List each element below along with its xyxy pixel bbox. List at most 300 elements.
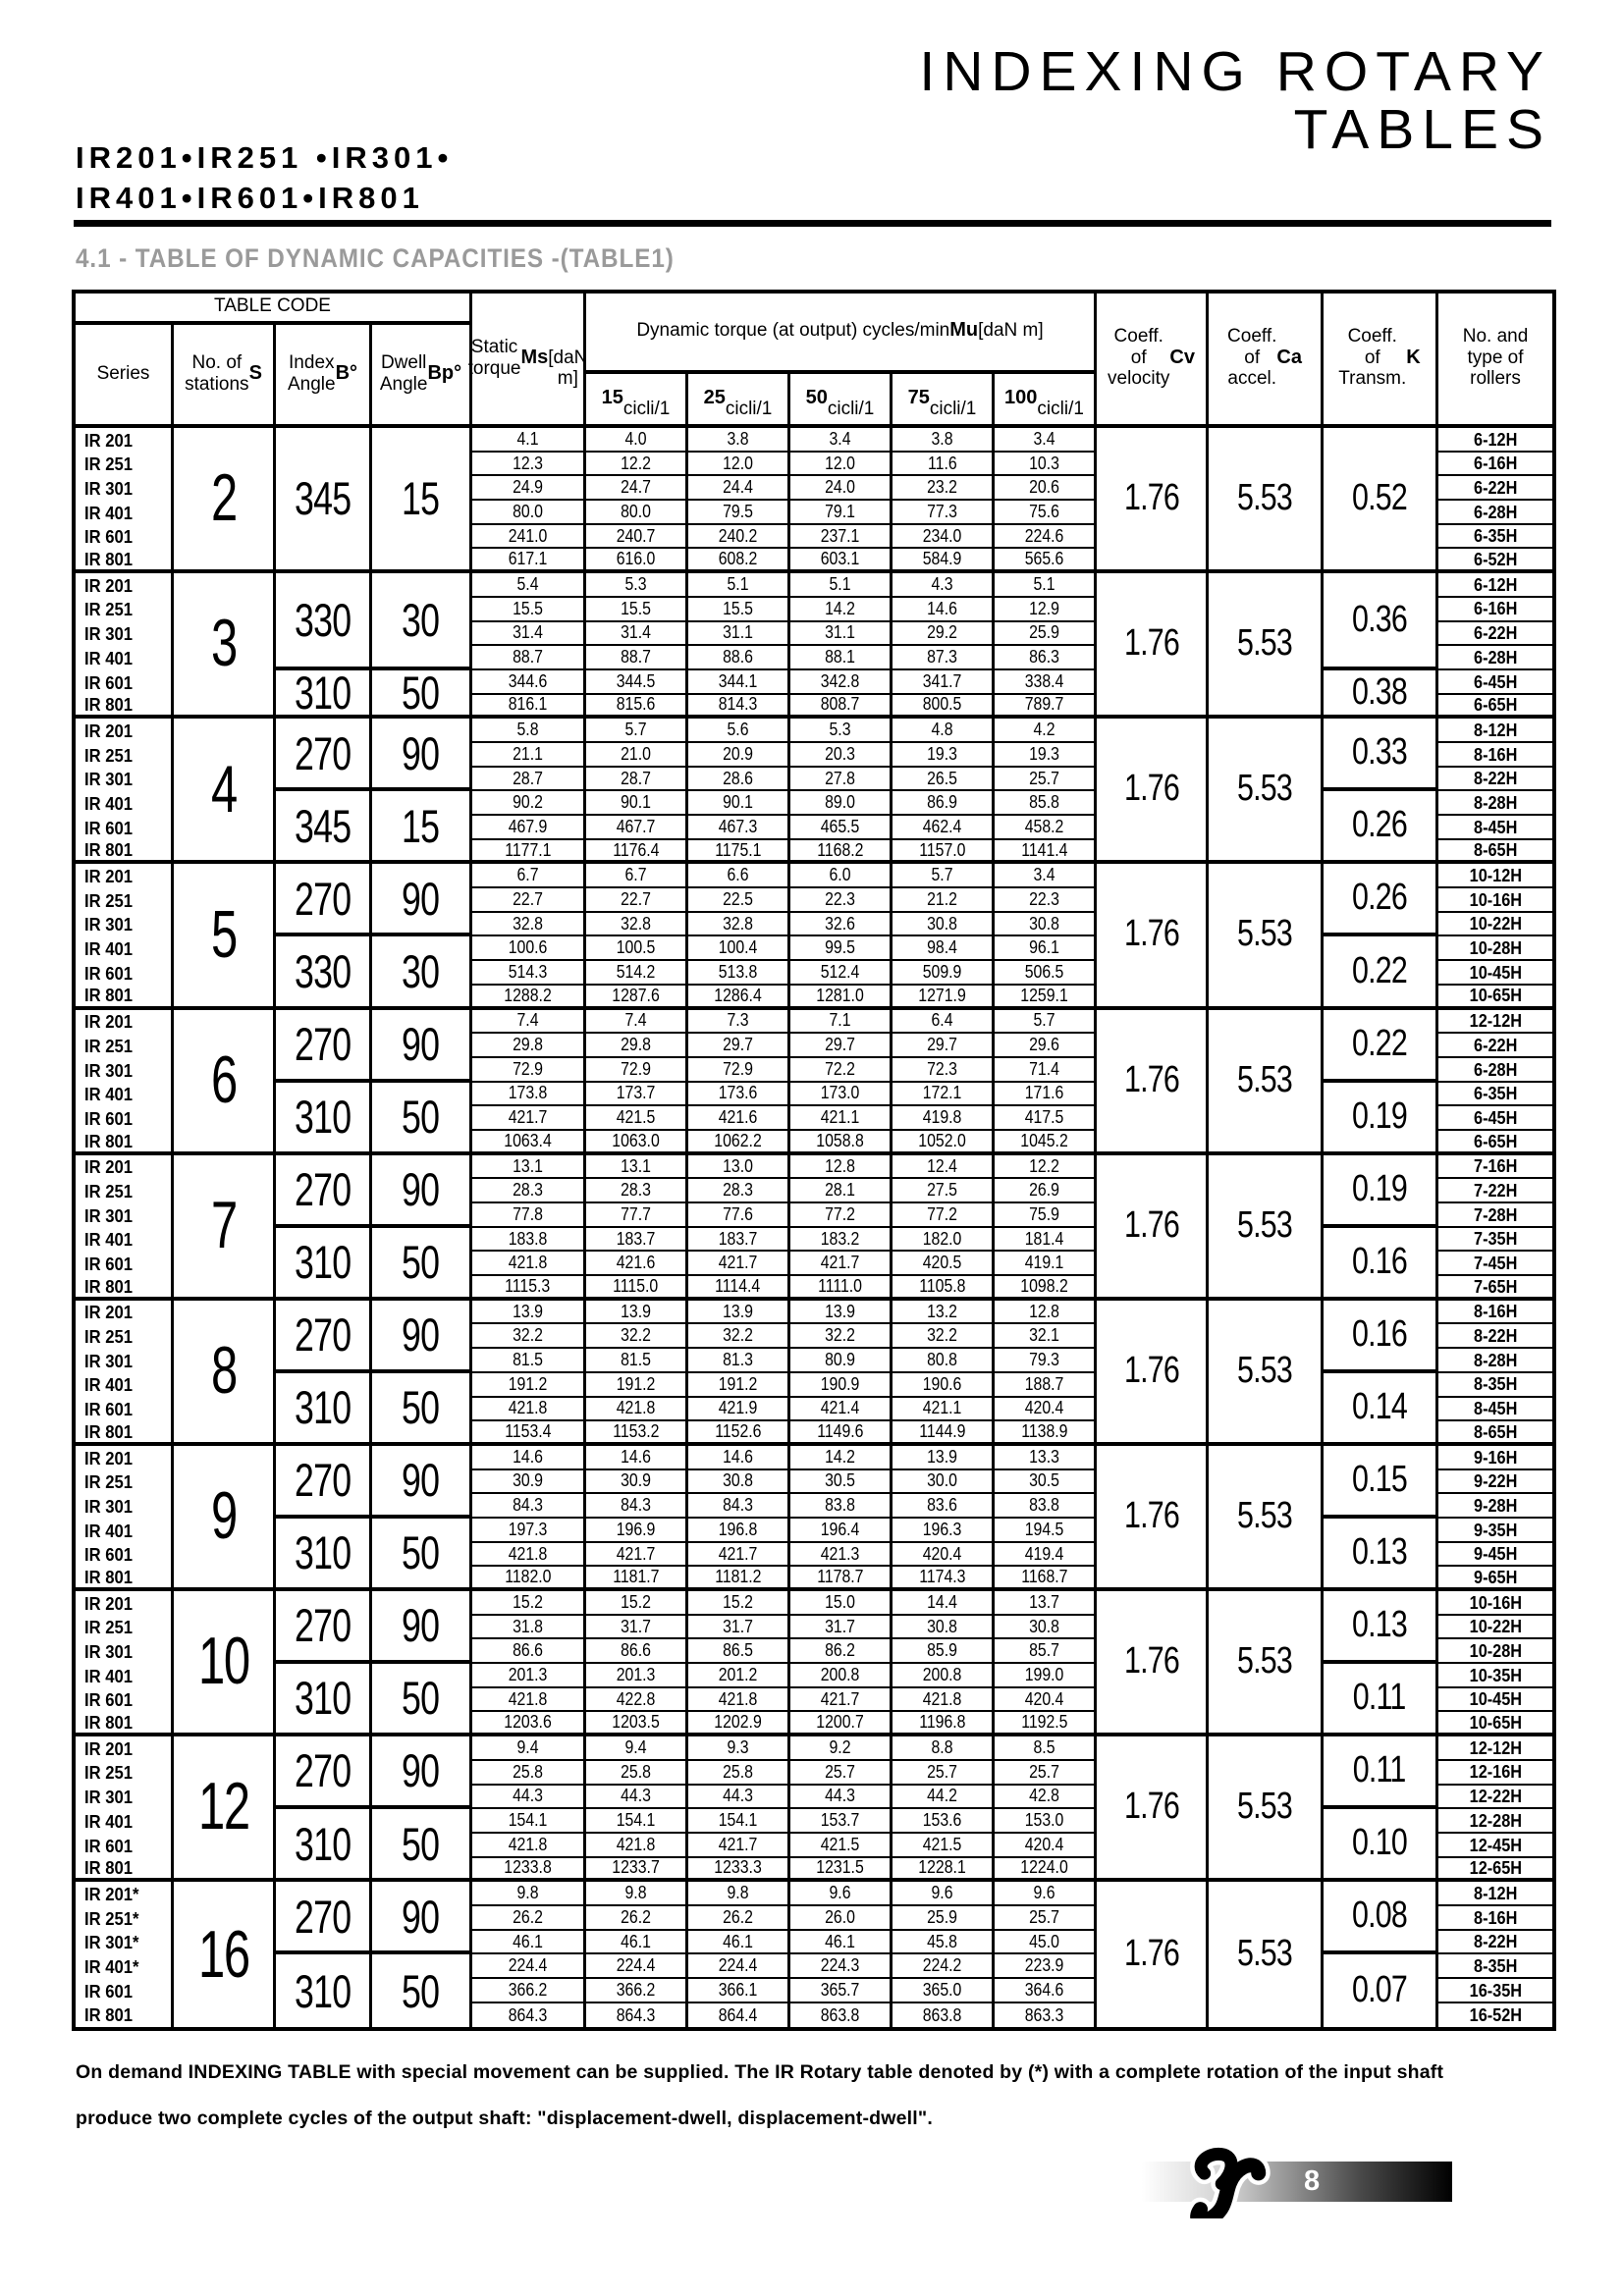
- static-torque-value: 24.9: [472, 476, 586, 501]
- rollers-value: 6-16H: [1438, 453, 1552, 477]
- series-cell: IR 251: [76, 453, 174, 477]
- torque-value: 84.3: [586, 1494, 688, 1519]
- header-cell-cv: Coeff. of velocity Cv: [1097, 294, 1209, 428]
- torque-value: 32.8: [586, 913, 688, 937]
- static-torque-value: 816.1: [472, 695, 586, 720]
- index-angle-value: 345: [276, 428, 372, 573]
- stations-value: 9: [174, 1446, 276, 1591]
- torque-value: 153.6: [893, 1809, 995, 1834]
- torque-value: 29.7: [790, 1034, 893, 1058]
- torque-value: 75.9: [995, 1203, 1097, 1228]
- torque-value: 1105.8: [893, 1276, 995, 1301]
- torque-value: 808.7: [790, 695, 893, 720]
- torque-value: 344.5: [586, 670, 688, 695]
- static-torque-value: 6.7: [472, 864, 586, 888]
- torque-value: 12.4: [893, 1155, 995, 1180]
- torque-value: 172.1: [893, 1083, 995, 1107]
- torque-value: 77.2: [893, 1203, 995, 1228]
- series-cell: IR 801: [76, 695, 174, 720]
- rollers-value: 12-22H: [1438, 1786, 1552, 1810]
- torque-value: 81.5: [586, 1349, 688, 1373]
- torque-value: 153.0: [995, 1809, 1097, 1834]
- series-cell: IR 251: [76, 1034, 174, 1058]
- cv-value: 1.76: [1097, 573, 1209, 719]
- cv-value: 1.76: [1097, 1301, 1209, 1446]
- dwell-angle-value: 15: [372, 428, 472, 573]
- dwell-angle-value: 50: [372, 1954, 472, 2027]
- static-torque-value: 32.2: [472, 1324, 586, 1349]
- k-value: 0.52: [1324, 428, 1438, 573]
- dwell-angle-value: 90: [372, 1010, 472, 1083]
- cv-value: 1.76: [1097, 719, 1209, 864]
- rollers-value: 10-22H: [1438, 1616, 1552, 1640]
- series-cell: IR 601: [76, 1398, 174, 1422]
- torque-value: 514.2: [586, 961, 688, 986]
- torque-value: 19.3: [893, 743, 995, 768]
- model-list: [76, 137, 453, 218]
- torque-value: 99.5: [790, 936, 893, 961]
- rollers-value: 8-22H: [1438, 1324, 1552, 1349]
- torque-value: 12.0: [688, 453, 790, 477]
- page-number: 8: [1304, 2165, 1321, 2197]
- static-torque-value: 421.8: [472, 1688, 586, 1713]
- k-value: 0.22: [1324, 936, 1438, 1009]
- torque-value: 814.3: [688, 695, 790, 720]
- static-torque-value: 1203.6: [472, 1712, 586, 1736]
- ca-value: 5.53: [1209, 864, 1324, 1009]
- cv-value: 1.76: [1097, 428, 1209, 573]
- torque-value: 1157.0: [893, 840, 995, 865]
- model-list-line2: IR401•IR601•IR801: [76, 181, 424, 215]
- k-value: 0.08: [1324, 1882, 1438, 1954]
- torque-value: 191.2: [688, 1373, 790, 1398]
- torque-value: 420.4: [995, 1834, 1097, 1858]
- page-title-line1: INDEXING ROTARY: [919, 40, 1551, 103]
- header-cell-rollers: No. and type of rollers: [1438, 294, 1552, 428]
- stations-value: 3: [174, 573, 276, 719]
- series-cell: IR 401: [76, 1664, 174, 1688]
- series-cell: IR 201: [76, 1736, 174, 1761]
- series-cell: IR 601: [76, 1543, 174, 1568]
- torque-value: 191.2: [586, 1373, 688, 1398]
- torque-value: 32.6: [790, 913, 893, 937]
- torque-value: 32.2: [688, 1324, 790, 1349]
- rollers-value: 8-65H: [1438, 1421, 1552, 1446]
- rollers-value: 10-16H: [1438, 888, 1552, 913]
- series-cell: IR 201: [76, 719, 174, 743]
- torque-value: 1192.5: [995, 1712, 1097, 1736]
- static-torque-value: 1233.8: [472, 1858, 586, 1883]
- torque-value: 864.4: [688, 2003, 790, 2028]
- series-cell: IR 401: [76, 791, 174, 816]
- static-torque-value: 4.1: [472, 428, 586, 453]
- torque-value: 1233.3: [688, 1858, 790, 1883]
- torque-value: 30.8: [893, 913, 995, 937]
- series-cell: IR 801: [76, 549, 174, 573]
- torque-value: 419.8: [893, 1106, 995, 1131]
- static-torque-value: 1115.3: [472, 1276, 586, 1301]
- torque-value: 42.8: [995, 1786, 1097, 1810]
- torque-value: 200.8: [790, 1664, 893, 1688]
- index-angle-value: 310: [276, 1228, 372, 1301]
- torque-value: 32.2: [586, 1324, 688, 1349]
- rollers-value: 8-45H: [1438, 816, 1552, 840]
- dwell-angle-value: 90: [372, 1591, 472, 1664]
- torque-value: 28.3: [586, 1179, 688, 1203]
- rollers-value: 7-45H: [1438, 1252, 1552, 1276]
- header-cell-ca: Coeff. of accel. Ca: [1209, 294, 1324, 428]
- torque-value: 183.7: [586, 1228, 688, 1253]
- cv-value: 1.76: [1097, 1446, 1209, 1591]
- series-cell: IR 801: [76, 1858, 174, 1883]
- footnote-line2: produce two complete cycles of the output shaft: "displacement-dwell, displacement-dwell".: [76, 2108, 933, 2129]
- k-value: 0.14: [1324, 1373, 1438, 1446]
- torque-value: 173.7: [586, 1083, 688, 1107]
- rollers-value: 6-16H: [1438, 598, 1552, 622]
- series-cell: IR 201: [76, 1446, 174, 1470]
- torque-value: 190.9: [790, 1373, 893, 1398]
- torque-value: 23.2: [893, 476, 995, 501]
- cv-value: 1.76: [1097, 1010, 1209, 1155]
- torque-value: 15.0: [790, 1591, 893, 1616]
- torque-value: 419.1: [995, 1252, 1097, 1276]
- torque-value: 224.6: [995, 525, 1097, 550]
- torque-value: 1149.6: [790, 1421, 893, 1446]
- dwell-angle-value: 90: [372, 1301, 472, 1373]
- static-torque-value: 81.5: [472, 1349, 586, 1373]
- torque-value: 421.8: [586, 1834, 688, 1858]
- torque-value: 1052.0: [893, 1131, 995, 1155]
- torque-value: 29.6: [995, 1034, 1097, 1058]
- torque-value: 421.5: [586, 1106, 688, 1131]
- index-angle-value: 270: [276, 1155, 372, 1228]
- rollers-value: 7-16H: [1438, 1155, 1552, 1180]
- torque-value: 72.3: [893, 1058, 995, 1083]
- torque-value: 864.3: [586, 2003, 688, 2028]
- torque-value: 420.4: [893, 1543, 995, 1568]
- torque-value: 7.1: [790, 1010, 893, 1035]
- torque-value: 20.6: [995, 476, 1097, 501]
- torque-value: 44.2: [893, 1786, 995, 1810]
- torque-value: 1271.9: [893, 986, 995, 1010]
- stations-value: 6: [174, 1010, 276, 1155]
- static-torque-value: 191.2: [472, 1373, 586, 1398]
- torque-value: 1176.4: [586, 840, 688, 865]
- torque-value: 72.9: [586, 1058, 688, 1083]
- dwell-angle-value: 50: [372, 1083, 472, 1155]
- index-angle-value: 270: [276, 1736, 372, 1809]
- torque-value: 80.0: [586, 501, 688, 525]
- torque-value: 30.8: [995, 1616, 1097, 1640]
- torque-value: 5.6: [688, 719, 790, 743]
- dwell-angle-value: 90: [372, 1155, 472, 1228]
- index-angle-value: 270: [276, 1882, 372, 1954]
- series-cell: IR 401: [76, 1373, 174, 1398]
- torque-value: 31.7: [688, 1616, 790, 1640]
- rollers-value: 8-45H: [1438, 1398, 1552, 1422]
- series-cell: IR 801: [76, 840, 174, 865]
- stations-value: 2: [174, 428, 276, 573]
- torque-value: 14.6: [688, 1446, 790, 1470]
- static-torque-value: 29.8: [472, 1034, 586, 1058]
- dwell-angle-value: 90: [372, 864, 472, 936]
- torque-value: 420.4: [995, 1688, 1097, 1713]
- torque-value: 1202.9: [688, 1712, 790, 1736]
- torque-value: 182.0: [893, 1228, 995, 1253]
- torque-value: 100.5: [586, 936, 688, 961]
- torque-value: 86.5: [688, 1639, 790, 1664]
- torque-value: 1203.5: [586, 1712, 688, 1736]
- torque-value: 1259.1: [995, 986, 1097, 1010]
- rollers-value: 10-12H: [1438, 864, 1552, 888]
- rollers-value: 9-65H: [1438, 1567, 1552, 1591]
- torque-value: 1115.0: [586, 1276, 688, 1301]
- ca-value: 5.53: [1209, 573, 1324, 719]
- dwell-angle-value: 50: [372, 1664, 472, 1736]
- ca-value: 5.53: [1209, 1736, 1324, 1882]
- series-cell: IR 251: [76, 1761, 174, 1786]
- ca-value: 5.53: [1209, 1591, 1324, 1736]
- static-torque-value: 12.3: [472, 453, 586, 477]
- rollers-value: 7-65H: [1438, 1276, 1552, 1301]
- torque-value: 183.7: [688, 1228, 790, 1253]
- static-torque-value: 154.1: [472, 1809, 586, 1834]
- page-title-line2: TABLES: [1293, 98, 1551, 161]
- dynamic-capacities-table: [72, 290, 1556, 2031]
- series-cell: IR 251: [76, 1324, 174, 1349]
- series-cell: IR 301: [76, 768, 174, 792]
- torque-value: 1281.0: [790, 986, 893, 1010]
- torque-value: 13.2: [893, 1301, 995, 1325]
- static-torque-value: 86.6: [472, 1639, 586, 1664]
- dwell-angle-value: 90: [372, 1736, 472, 1809]
- rollers-value: 9-35H: [1438, 1519, 1552, 1543]
- series-cell: IR 401: [76, 1809, 174, 1834]
- k-value: 0.26: [1324, 864, 1438, 936]
- torque-value: 1141.4: [995, 840, 1097, 865]
- k-value: 0.38: [1324, 670, 1438, 719]
- series-cell: IR 401: [76, 646, 174, 670]
- series-cell: IR 601: [76, 1106, 174, 1131]
- torque-value: 83.6: [893, 1494, 995, 1519]
- torque-value: 223.9: [995, 1954, 1097, 1979]
- dwell-angle-value: 50: [372, 670, 472, 719]
- torque-value: 815.6: [586, 695, 688, 720]
- series-cell: IR 401: [76, 501, 174, 525]
- torque-value: 8.8: [893, 1736, 995, 1761]
- rollers-value: 12-12H: [1438, 1736, 1552, 1761]
- static-torque-value: 9.4: [472, 1736, 586, 1761]
- torque-value: 417.5: [995, 1106, 1097, 1131]
- series-cell: IR 251: [76, 1470, 174, 1495]
- torque-value: 29.2: [893, 622, 995, 647]
- torque-value: 72.2: [790, 1058, 893, 1083]
- static-torque-value: 25.8: [472, 1761, 586, 1786]
- static-torque-value: 514.3: [472, 961, 586, 986]
- torque-value: 224.4: [586, 1954, 688, 1979]
- rollers-value: 12-12H: [1438, 1010, 1552, 1035]
- stations-value: 10: [174, 1591, 276, 1736]
- torque-value: 26.9: [995, 1179, 1097, 1203]
- k-value: 0.11: [1324, 1736, 1438, 1809]
- torque-value: 27.5: [893, 1179, 995, 1203]
- torque-value: 342.8: [790, 670, 893, 695]
- header-cell-cicli-100: 100 cicli/1: [995, 374, 1097, 428]
- torque-value: 1062.2: [688, 1131, 790, 1155]
- torque-value: 79.3: [995, 1349, 1097, 1373]
- torque-value: 26.2: [688, 1906, 790, 1931]
- torque-value: 77.6: [688, 1203, 790, 1228]
- torque-value: 79.1: [790, 501, 893, 525]
- rollers-value: 10-35H: [1438, 1664, 1552, 1688]
- torque-value: 15.2: [586, 1591, 688, 1616]
- torque-value: 98.4: [893, 936, 995, 961]
- rollers-value: 16-52H: [1469, 2004, 1522, 2026]
- index-angle-value: 270: [276, 1010, 372, 1083]
- torque-value: 789.7: [995, 695, 1097, 720]
- rollers-value: 6-22H: [1438, 622, 1552, 647]
- static-torque-value: 1288.2: [472, 986, 586, 1010]
- torque-value: 1153.2: [586, 1421, 688, 1446]
- torque-value: 1233.7: [586, 1858, 688, 1883]
- torque-value: 22.3: [790, 888, 893, 913]
- torque-value: 12.2: [586, 453, 688, 477]
- index-angle-value: 330: [276, 573, 372, 670]
- torque-value: 4.8: [893, 719, 995, 743]
- torque-value: 30.8: [893, 1616, 995, 1640]
- torque-value: 88.7: [586, 646, 688, 670]
- rollers-value: 6-28H: [1438, 501, 1552, 525]
- series-cell: IR 201: [76, 1155, 174, 1180]
- torque-value: 1063.0: [586, 1131, 688, 1155]
- torque-value: 25.9: [893, 1906, 995, 1931]
- static-torque-value: 13.9: [472, 1301, 586, 1325]
- k-value: 0.07: [1324, 1954, 1438, 2027]
- header-cell-index-angle: Index Angle B°: [276, 325, 372, 428]
- static-torque-value: 173.8: [472, 1083, 586, 1107]
- torque-value: 421.7: [790, 1252, 893, 1276]
- series-cell: IR 801: [76, 1712, 174, 1736]
- torque-value: 1286.4: [688, 986, 790, 1010]
- torque-value: 196.8: [688, 1519, 790, 1543]
- rollers-value: 7-28H: [1438, 1203, 1552, 1228]
- torque-value: 45.0: [995, 1931, 1097, 1955]
- torque-value: 1138.9: [995, 1421, 1097, 1446]
- dwell-angle-value: 30: [372, 573, 472, 670]
- torque-value: 190.6: [893, 1373, 995, 1398]
- torque-value: 77.7: [586, 1203, 688, 1228]
- torque-value: 20.9: [688, 743, 790, 768]
- index-angle-value: 310: [276, 1954, 372, 2027]
- series-cell: IR 301: [76, 476, 174, 501]
- rollers-value: 8-16H: [1438, 1906, 1552, 1931]
- torque-value: 8.5: [995, 1736, 1097, 1761]
- torque-value: 419.4: [995, 1543, 1097, 1568]
- k-value: 0.26: [1324, 791, 1438, 864]
- torque-value: 421.3: [790, 1543, 893, 1568]
- torque-value: 467.3: [688, 816, 790, 840]
- cv-value: 1.76: [1097, 1591, 1209, 1736]
- torque-value: 341.7: [893, 670, 995, 695]
- torque-value: 9.4: [586, 1736, 688, 1761]
- rollers-value: 16-35H: [1438, 1979, 1552, 2003]
- rollers-value: 6-28H: [1438, 646, 1552, 670]
- footnote: [76, 2050, 1548, 2142]
- series-cell: IR 251: [76, 888, 174, 913]
- torque-value: 863.8: [790, 2003, 893, 2028]
- torque-value: 72.9: [688, 1058, 790, 1083]
- stations-value: 7: [174, 1155, 276, 1301]
- series-cell: IR 301: [76, 622, 174, 647]
- static-torque-value: 1177.1: [472, 840, 586, 865]
- torque-value: 21.2: [893, 888, 995, 913]
- static-torque-value: 13.1: [472, 1155, 586, 1180]
- torque-value: 29.7: [893, 1034, 995, 1058]
- torque-value: 87.3: [893, 646, 995, 670]
- torque-value: 21.0: [586, 743, 688, 768]
- dwell-angle-value: 50: [372, 1519, 472, 1591]
- torque-value: 565.6: [995, 549, 1097, 573]
- torque-value: 224.2: [893, 1954, 995, 1979]
- torque-value: 13.7: [995, 1591, 1097, 1616]
- torque-value: 421.6: [688, 1106, 790, 1131]
- static-torque-value: 7.4: [472, 1010, 586, 1035]
- torque-value: 1224.0: [995, 1858, 1097, 1883]
- torque-value: 12.9: [995, 598, 1097, 622]
- torque-value: 1168.7: [995, 1567, 1097, 1591]
- index-angle-value: 330: [276, 936, 372, 1009]
- series-cell: IR 301: [76, 913, 174, 937]
- torque-value: 5.3: [586, 573, 688, 598]
- torque-value: 240.7: [586, 525, 688, 550]
- torque-value: 28.3: [688, 1179, 790, 1203]
- torque-value: 26.5: [893, 768, 995, 792]
- torque-value: 420.4: [995, 1398, 1097, 1422]
- torque-value: 5.7: [995, 1010, 1097, 1035]
- torque-value: 366.1: [688, 1979, 790, 2003]
- torque-value: 421.7: [790, 1688, 893, 1713]
- rollers-value: 6-35H: [1438, 525, 1552, 550]
- ca-value: 5.53: [1209, 1301, 1324, 1446]
- rollers-value: 10-28H: [1438, 1639, 1552, 1664]
- torque-value: 25.9: [995, 622, 1097, 647]
- index-angle-value: 270: [276, 719, 372, 791]
- torque-value: 3.4: [790, 428, 893, 453]
- series-cell: IR 601: [76, 961, 174, 986]
- torque-value: 421.8: [688, 1688, 790, 1713]
- torque-value: 201.3: [586, 1664, 688, 1688]
- rollers-value: 6-35H: [1438, 1083, 1552, 1107]
- header-cell-dynamic-torque: Dynamic torque (at output) cycles/min Mu [daN m]: [586, 294, 1097, 374]
- static-torque-value: 28.3: [472, 1179, 586, 1203]
- torque-value: 32.8: [688, 913, 790, 937]
- torque-value: 421.4: [790, 1398, 893, 1422]
- series-cell: IR 301: [76, 1203, 174, 1228]
- dwell-angle-value: 30: [372, 936, 472, 1009]
- rollers-value: 6-45H: [1438, 670, 1552, 695]
- torque-value: 20.3: [790, 743, 893, 768]
- torque-value: 1228.1: [893, 1858, 995, 1883]
- torque-value: 14.6: [586, 1446, 688, 1470]
- torque-value: 89.0: [790, 791, 893, 816]
- static-torque-value: 72.9: [472, 1058, 586, 1083]
- torque-value: 83.8: [995, 1494, 1097, 1519]
- torque-value: 421.5: [790, 1834, 893, 1858]
- series-cell: IR 201: [76, 428, 174, 453]
- torque-value: 46.1: [688, 1931, 790, 1955]
- torque-value: 421.1: [893, 1398, 995, 1422]
- torque-value: 15.2: [688, 1591, 790, 1616]
